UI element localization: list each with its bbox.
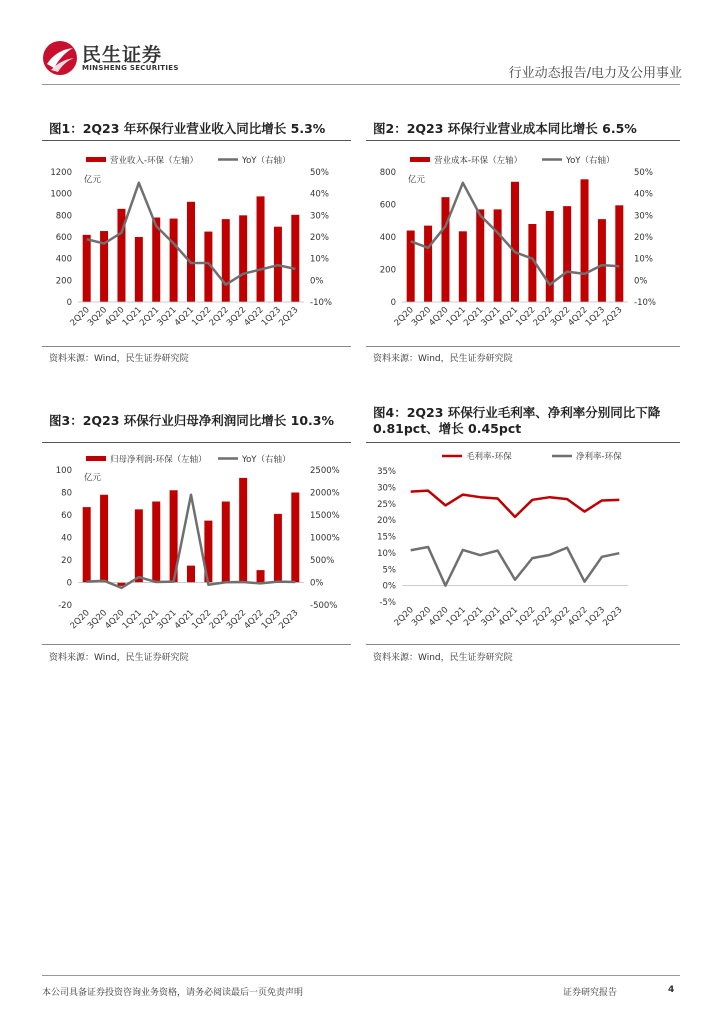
x-tick-label: 3Q20 bbox=[409, 305, 434, 329]
x-tick-label: 3Q21 bbox=[155, 305, 179, 329]
bar-4Q21 bbox=[187, 566, 195, 583]
legend-line-label: YoY（右轴） bbox=[566, 156, 615, 166]
bar-3Q20 bbox=[100, 495, 108, 583]
y-left-tick-label: 1000 bbox=[50, 189, 72, 200]
x-tick-label: 3Q21 bbox=[155, 608, 179, 632]
bar-4Q22 bbox=[581, 179, 589, 302]
y-tick-label: 0% bbox=[382, 581, 396, 592]
x-tick-label: 1Q23 bbox=[259, 608, 284, 632]
bar-2Q22 bbox=[222, 219, 230, 302]
bar-2Q23 bbox=[291, 215, 299, 302]
y-tick-label: 5% bbox=[382, 565, 396, 576]
x-tick-label: 4Q20 bbox=[103, 608, 127, 632]
bar-3Q21 bbox=[170, 219, 178, 302]
logo-mark-icon bbox=[42, 40, 78, 76]
y-left-tick-label: 400 bbox=[379, 233, 396, 243]
x-tick-label: 1Q23 bbox=[259, 305, 284, 329]
y-right-tick-label: 0% bbox=[310, 578, 324, 589]
chart-svg-1 bbox=[42, 148, 351, 344]
y-tick-label: 30% bbox=[377, 483, 396, 494]
bar-1Q21 bbox=[459, 231, 467, 302]
footer-divider bbox=[42, 975, 680, 976]
figure-3-title: 图3：2Q23 环保行业归母净利润同比增长 10.3% bbox=[49, 413, 334, 428]
x-tick-label: 2Q23 bbox=[601, 305, 625, 329]
y-right-tick-label: 40% bbox=[310, 189, 329, 200]
x-tick-label: 3Q22 bbox=[224, 305, 249, 329]
x-tick-label: 3Q22 bbox=[224, 608, 249, 632]
legend-bar-label: 归母净利润-环保（左轴） bbox=[110, 455, 207, 465]
x-tick-label: 4Q22 bbox=[242, 608, 266, 632]
logo-chinese-name: 民生证券 bbox=[82, 44, 163, 66]
figure-1-title: 图1：2Q23 年环保行业营业收入同比增长 5.3% bbox=[49, 121, 326, 136]
page-number: 4 bbox=[668, 985, 675, 995]
legend-line-label: YoY（右轴） bbox=[242, 455, 291, 465]
bar-2Q21 bbox=[152, 502, 160, 583]
footer-report-label: 证券研究报告 bbox=[563, 988, 618, 998]
y-tick-label: 35% bbox=[377, 467, 396, 477]
y-right-tick-label: 1500% bbox=[310, 511, 340, 521]
x-tick-label: 3Q22 bbox=[548, 605, 573, 629]
x-tick-label: 2Q22 bbox=[531, 605, 555, 629]
page-header bbox=[0, 0, 724, 86]
legend-line-label: YoY（右轴） bbox=[242, 156, 291, 166]
figure-4-title-rule bbox=[366, 442, 680, 443]
y-right-tick-label: -10% bbox=[310, 298, 332, 308]
x-tick-label: 1Q21 bbox=[444, 305, 468, 329]
bar-1Q21 bbox=[135, 237, 143, 302]
y-tick-label: 10% bbox=[377, 548, 396, 559]
y-left-tick-label: 800 bbox=[55, 211, 72, 222]
bar-4Q21 bbox=[187, 202, 195, 302]
legend-bar-swatch bbox=[86, 157, 106, 162]
y-right-tick-label: 40% bbox=[634, 189, 653, 200]
bar-1Q23 bbox=[598, 219, 606, 302]
chart-legend bbox=[410, 155, 614, 166]
y-right-tick-label: 0% bbox=[310, 276, 324, 287]
y-right-tick-label: 50% bbox=[310, 168, 329, 178]
x-tick-label: 4Q20 bbox=[103, 305, 127, 329]
y-left-tick-label: 40 bbox=[61, 533, 72, 544]
figure-2-title: 图2：2Q23 环保行业营业成本同比增长 6.5% bbox=[373, 121, 637, 136]
company-logo bbox=[42, 40, 182, 80]
legend-bar-swatch bbox=[86, 456, 106, 461]
figure-1-title-rule bbox=[42, 140, 351, 141]
bar-2Q23 bbox=[615, 205, 623, 302]
bar-2Q22 bbox=[222, 502, 230, 583]
x-tick-label: 1Q21 bbox=[120, 305, 144, 329]
y-right-tick-label: 10% bbox=[310, 254, 329, 265]
figure-1-source-rule bbox=[42, 346, 351, 347]
y-right-tick-label: 1000% bbox=[310, 533, 340, 544]
x-tick-label: 2Q23 bbox=[277, 608, 301, 632]
x-tick-label: 3Q20 bbox=[409, 605, 434, 629]
unit-label: 亿元 bbox=[84, 473, 102, 483]
footer-disclaimer: 本公司具备证券投资咨询业务资格，请务必阅读最后一页免责声明 bbox=[42, 988, 304, 998]
y-left-tick-label: 0 bbox=[66, 578, 72, 589]
x-tick-label: 1Q22 bbox=[514, 305, 538, 329]
y-tick-label: -5% bbox=[379, 598, 396, 608]
legend-label-1: 毛利率-环保 bbox=[466, 452, 512, 462]
x-tick-label: 2Q20 bbox=[68, 608, 92, 632]
x-tick-label: 4Q20 bbox=[427, 605, 451, 629]
legend-bar-label: 营业收入-环保（左轴） bbox=[110, 156, 199, 166]
logo-english-name: MINSHENG SECURITIES bbox=[82, 64, 179, 72]
bar-4Q21 bbox=[511, 182, 519, 302]
y-right-tick-label: 2000% bbox=[310, 488, 340, 499]
y-right-tick-label: 10% bbox=[634, 254, 653, 265]
x-tick-label: 4Q22 bbox=[566, 305, 590, 329]
x-tick-label: 3Q21 bbox=[479, 605, 503, 629]
y-left-tick-label: 200 bbox=[379, 265, 396, 276]
y-right-tick-label: 0% bbox=[634, 276, 648, 287]
x-tick-label: 2Q21 bbox=[462, 605, 486, 629]
x-tick-label: 4Q20 bbox=[427, 305, 451, 329]
x-tick-label: 2Q22 bbox=[207, 305, 231, 329]
x-tick-label: 2Q21 bbox=[462, 305, 486, 329]
bar-3Q22 bbox=[563, 206, 571, 302]
y-right-tick-label: 2500% bbox=[310, 466, 340, 476]
figure-3-source: 资料来源：Wind，民生证券研究院 bbox=[49, 653, 189, 663]
y-right-tick-label: -500% bbox=[310, 601, 338, 611]
bar-3Q22 bbox=[239, 478, 247, 583]
y-tick-label: 15% bbox=[377, 532, 396, 543]
y-right-tick-label: 30% bbox=[310, 211, 329, 222]
figure-4-title-line-1: 图4：2Q23 环保行业毛利率、净利率分别同比下降 bbox=[373, 405, 661, 420]
chart-svg-4 bbox=[366, 447, 680, 641]
x-tick-label: 2Q20 bbox=[392, 605, 416, 629]
x-tick-label: 3Q21 bbox=[479, 305, 503, 329]
x-tick-label: 3Q22 bbox=[548, 305, 573, 329]
bar-4Q20 bbox=[441, 197, 449, 302]
figure-2-source: 资料来源：Wind，民生证券研究院 bbox=[373, 354, 513, 364]
figure-2-chart bbox=[366, 148, 680, 344]
figure-2-source-rule bbox=[366, 346, 680, 347]
bar-1Q21 bbox=[135, 509, 143, 582]
y-right-tick-label: 20% bbox=[310, 233, 329, 243]
x-tick-label: 2Q22 bbox=[207, 608, 231, 632]
figure-3-source-rule bbox=[42, 644, 351, 645]
y-left-tick-label: 20 bbox=[61, 556, 72, 566]
y-left-tick-label: 1200 bbox=[50, 168, 72, 178]
x-tick-label: 4Q22 bbox=[242, 305, 266, 329]
y-right-tick-label: 20% bbox=[634, 233, 653, 243]
bar-2Q20 bbox=[83, 235, 91, 302]
y-right-tick-label: -10% bbox=[634, 298, 656, 308]
y-left-tick-label: 800 bbox=[379, 168, 396, 178]
header-divider bbox=[42, 84, 680, 85]
y-left-tick-label: 100 bbox=[55, 466, 72, 476]
y-left-tick-label: 600 bbox=[379, 200, 396, 211]
bar-1Q23 bbox=[274, 514, 282, 583]
y-tick-label: 20% bbox=[377, 516, 396, 527]
figure-3-chart bbox=[42, 447, 351, 641]
series-line-1 bbox=[411, 491, 620, 517]
legend-bar-swatch bbox=[410, 157, 430, 162]
x-tick-label: 3Q20 bbox=[85, 608, 110, 632]
figure-4-source-rule bbox=[366, 644, 680, 645]
x-tick-label: 4Q21 bbox=[496, 305, 521, 329]
bar-2Q22 bbox=[546, 211, 554, 302]
chart-svg-3 bbox=[42, 447, 351, 641]
y-right-tick-label: 50% bbox=[634, 168, 653, 178]
figure-1-source: 资料来源：Wind，民生证券研究院 bbox=[49, 354, 189, 364]
x-tick-label: 3Q20 bbox=[85, 305, 110, 329]
chart-svg-2 bbox=[366, 148, 680, 344]
bar-3Q20 bbox=[424, 226, 432, 302]
figure-1-chart bbox=[42, 148, 351, 344]
x-tick-label: 1Q22 bbox=[514, 605, 538, 629]
bar-4Q22 bbox=[257, 196, 265, 302]
bar-2Q21 bbox=[476, 209, 484, 302]
x-tick-label: 1Q21 bbox=[444, 605, 468, 629]
y-tick-label: 25% bbox=[377, 499, 396, 510]
unit-label: 亿元 bbox=[408, 175, 426, 185]
x-tick-label: 1Q22 bbox=[190, 608, 214, 632]
x-tick-label: 1Q23 bbox=[583, 605, 608, 629]
x-tick-label: 4Q21 bbox=[172, 608, 197, 632]
y-right-tick-label: 500% bbox=[310, 556, 335, 566]
x-tick-label: 2Q22 bbox=[531, 305, 555, 329]
y-left-tick-label: 200 bbox=[55, 276, 72, 287]
bar-3Q22 bbox=[239, 215, 247, 302]
x-tick-label: 2Q21 bbox=[138, 305, 162, 329]
figure-4-chart bbox=[366, 447, 680, 641]
y-left-tick-label: 600 bbox=[55, 233, 72, 243]
bar-2Q20 bbox=[83, 507, 91, 582]
document-type: 行业动态报告/电力及公用事业 bbox=[508, 66, 682, 81]
y-left-tick-label: 0 bbox=[390, 298, 396, 308]
x-tick-label: 2Q20 bbox=[392, 305, 416, 329]
x-tick-label: 2Q23 bbox=[277, 305, 301, 329]
y-right-tick-label: 30% bbox=[634, 211, 653, 222]
series-line-2 bbox=[411, 547, 620, 586]
x-tick-label: 4Q21 bbox=[496, 605, 521, 629]
x-tick-label: 2Q20 bbox=[68, 305, 92, 329]
bar-2Q23 bbox=[291, 493, 299, 583]
y-left-tick-label: 80 bbox=[61, 488, 72, 499]
x-tick-label: 1Q23 bbox=[583, 305, 608, 329]
bar-4Q22 bbox=[257, 570, 265, 582]
chart-legend bbox=[86, 155, 290, 166]
x-tick-label: 4Q22 bbox=[566, 605, 590, 629]
bar-3Q21 bbox=[494, 209, 502, 302]
y-left-tick-label: -20 bbox=[58, 601, 72, 611]
x-tick-label: 1Q22 bbox=[190, 305, 214, 329]
y-left-tick-label: 60 bbox=[61, 511, 72, 521]
figure-4-title-line-2: 0.81pct、增长 0.45pct bbox=[373, 421, 522, 436]
unit-label: 亿元 bbox=[84, 175, 102, 185]
figure-2-title-rule bbox=[366, 140, 680, 141]
x-tick-label: 2Q23 bbox=[601, 605, 625, 629]
x-tick-label: 4Q21 bbox=[172, 305, 197, 329]
x-tick-label: 1Q21 bbox=[120, 608, 144, 632]
chart-legend bbox=[86, 454, 290, 465]
legend-bar-label: 营业成本-环保（左轴） bbox=[434, 156, 523, 166]
legend-label-2: 净利率-环保 bbox=[576, 452, 622, 462]
figure-4-source: 资料来源：Wind，民生证券研究院 bbox=[373, 653, 513, 663]
y-left-tick-label: 0 bbox=[66, 298, 72, 308]
chart-legend bbox=[442, 451, 622, 462]
y-left-tick-label: 400 bbox=[55, 254, 72, 265]
figure-3-title-rule bbox=[42, 442, 351, 443]
x-tick-label: 2Q21 bbox=[138, 608, 162, 632]
